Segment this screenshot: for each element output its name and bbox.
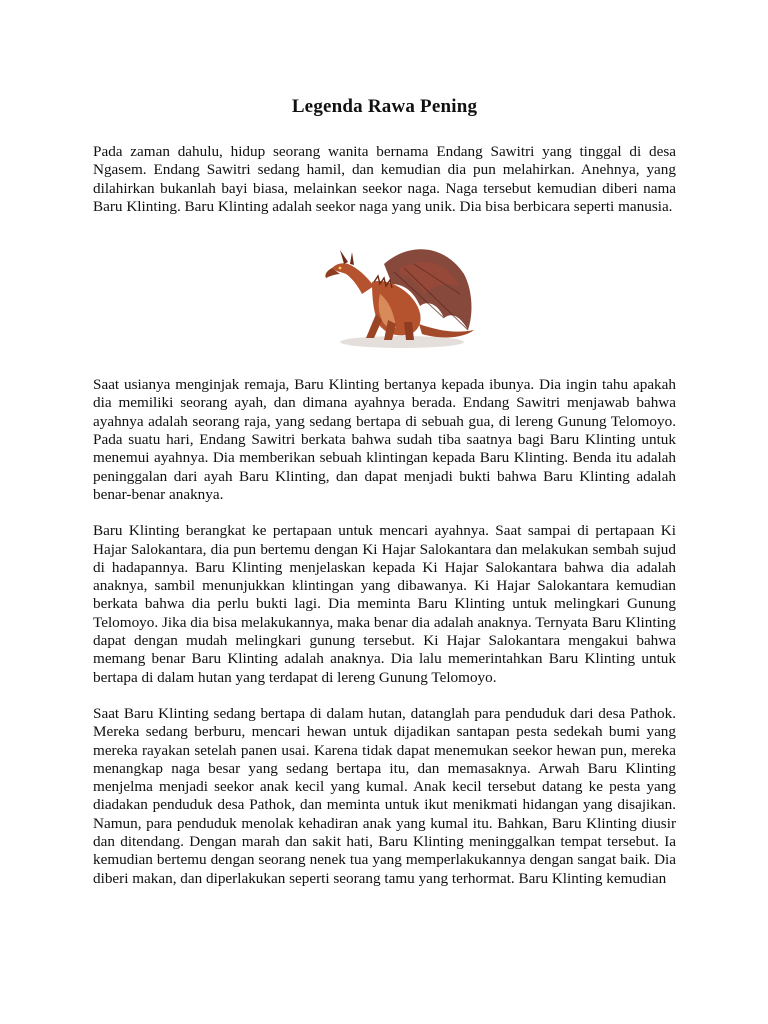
dragon-image <box>314 234 484 352</box>
paragraph-1: Pada zaman dahulu, hidup seorang wanita bernama Endang Sawitri yang tinggal di desa Ngasem. Endang Sawitri sedang hamil, dan kemudian dia pun melahirkan. Anehnya, yang dilahirkan bukanlah bayi biasa, melainkan seekor naga. Naga tersebut kemudian diberi nama Baru Klinting. Baru Klinting adalah seekor naga yang unik. Dia bisa berbicara seperti manusia. <box>93 143 676 215</box>
dragon-illustration <box>314 234 484 352</box>
document-title: Legenda Rawa Pening <box>291 96 478 117</box>
paragraph-3: Baru Klinting berangkat ke pertapaan untuk mencari ayahnya. Saat sampai di pertapaan Ki Hajar Salokantara, dia pun bertemu dengan Ki Hajar Salokantara dan melakukan sembah sujud di hadapannya. Baru Klinting menjelaskan kepada Ki Hajar Salokantara bahwa dia adalah anaknya, sambil menunjukkan klintingan yang dibawanya. Ki Hajar Salokantara kemudian berkata bahwa dia perlu bukti lagi. Dia meminta Baru Klinting untuk melingkari Gunung Telomoyo. Jika dia bisa melakukannya, maka benar dia adalah anaknya. Ternyata Baru Klinting dapat dengan mudah melingkari gunung tersebut. Ki Hajar Salokantara mengakui bahwa memang benar Baru Klinting adalah anaknya. Dia lalu memerintahkan Baru Klinting untuk bertapa di dalam hutan yang terdapat di lereng Gunung Telomoyo. <box>93 522 676 686</box>
paragraph-4: Saat Baru Klinting sedang bertapa di dalam hutan, datanglah para penduduk dari desa Pathok. Mereka sedang berburu, mencari hewan untuk dijadikan santapan pesta sedekah bumi yang mereka rayakan setelah panen usai. Karena tidak dapat menemukan seekor hewan pun, mereka menangkap naga besar yang sedang bertapa itu, dan memasaknya. Arwah Baru Klinting menjelma menjadi seekor anak kecil yang kumal. Anak kecil tersebut datang ke pesta yang diadakan penduduk desa Pathok, dan meminta untuk ikut menikmati hidangan yang disajikan. Namun, para penduduk menolak kehadiran anak yang kumal itu. Bahkan, Baru Klinting diusir dan ditendang. Dengan marah dan sakit hati, Baru Klinting meninggalkan tempat tersebut. Ia kemudian bertemu dengan seorang nenek tua yang memperlakukannya dengan sangat baik. Dia diberi makan, dan diperlakukan seperti seorang tamu yang terhormat. Baru Klinting kemudian <box>93 704 676 887</box>
paragraph-2: Saat usianya menginjak remaja, Baru Klinting bertanya kepada ibunya. Dia ingin tahu apakah dia memiliki seorang ayah, dan dimana ayahnya berada. Endang Sawitri menjawab bahwa ayahnya adalah seorang raja, yang sedang bertapa di sebuah gua, di lereng Gunung Telomoyo. Pada suatu hari, Endang Sawitri berkata bahwa sudah tiba saatnya bagi Baru Klinting untuk menemui ayahnya. Dia memberikan sebuah klintingan kepada Baru Klinting. Benda itu adalah peninggalan dari ayah Baru Klinting, dan dapat menjadi bukti bahwa Baru Klinting adalah benar-benar anaknya. <box>93 376 676 503</box>
